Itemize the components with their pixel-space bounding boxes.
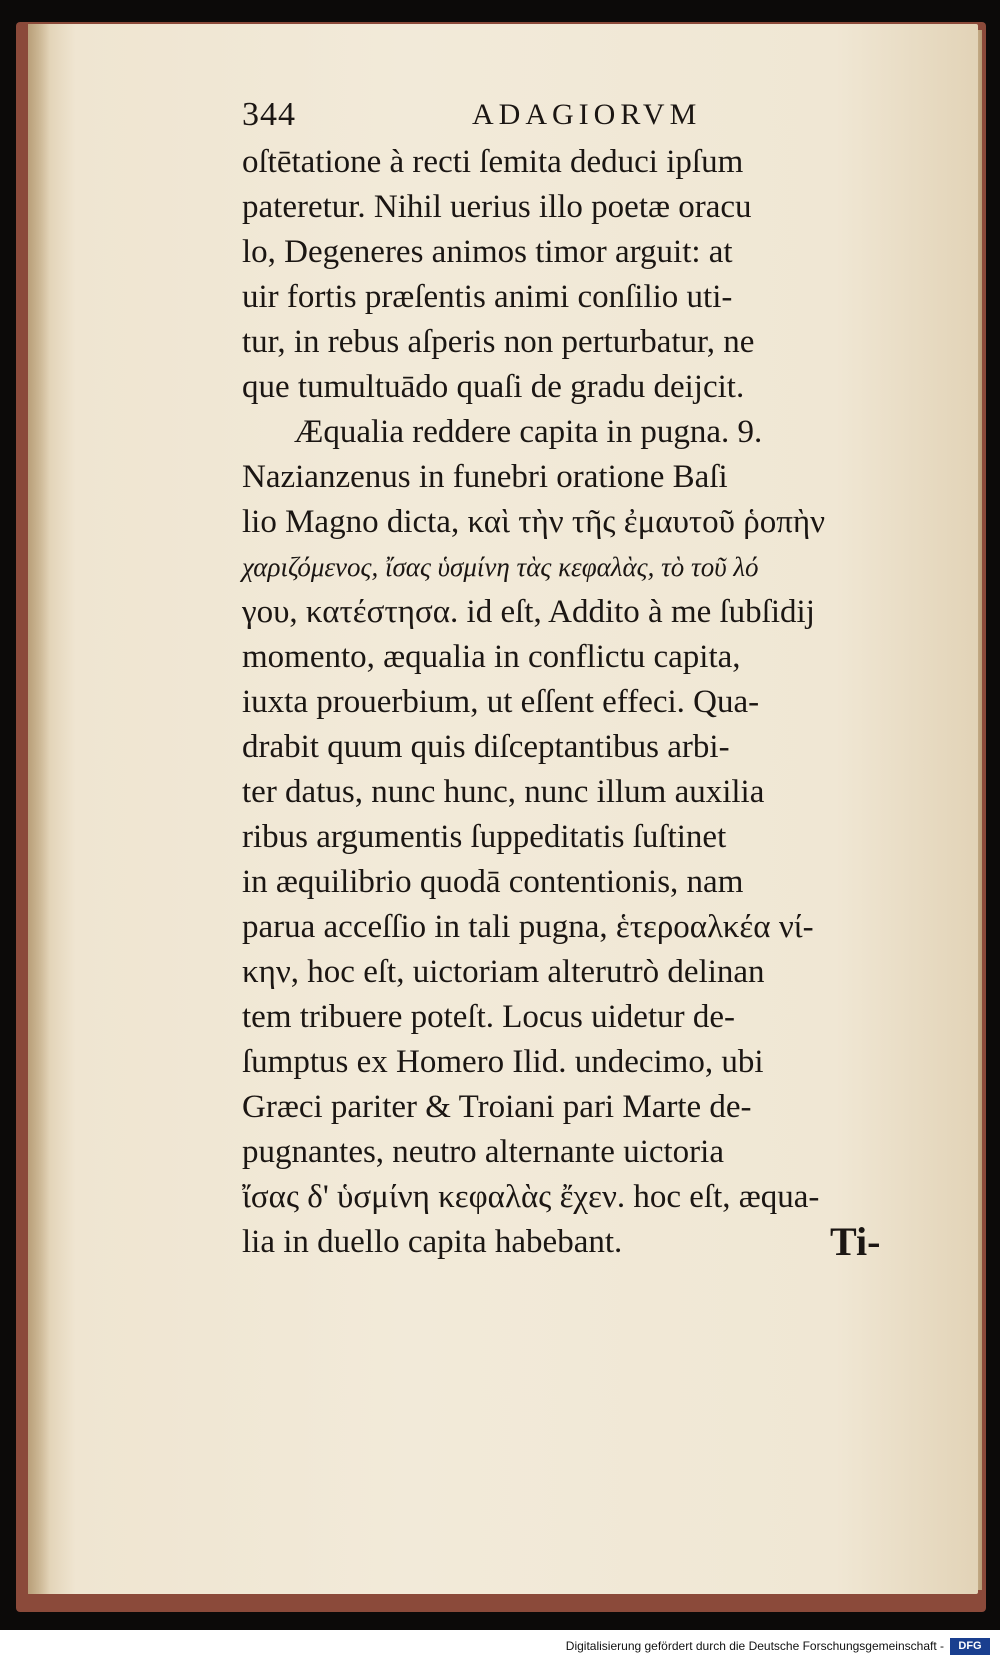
text-line: iuxta prouerbium, ut eſſent effeci. Qua-	[242, 684, 760, 720]
text-line: que tumultuādo quaſi de gradu deijcit.	[242, 369, 745, 405]
text-line: Nazianzenus in funebri oratione Baſi	[242, 459, 728, 495]
funding-credit: Digitalisierung gefördert durch die Deutsche Forschungsgemeinschaft -	[565, 1639, 944, 1653]
text-line: drabit quum quis diſceptantibus arbi-	[242, 729, 730, 765]
text-line: tem tribuere poteſt. Locus uidetur de-	[242, 999, 736, 1035]
text-line: γου, κατέστησα. id eſt, Addito à me ſubſidij	[242, 594, 815, 630]
page-number: 344	[242, 96, 296, 133]
running-head	[242, 96, 802, 146]
catchword: Ti-	[830, 1219, 881, 1264]
text-line: tur, in rebus aſperis non perturbatur, ne	[242, 324, 755, 360]
text-line: lio Magno dicta, καὶ τὴν τῆς ἐμαυτοῦ ῥοπὴν	[242, 504, 826, 540]
text-line: ἴσας δ' ὑσμίνη κεφαλὰς ἔχεν. hoc eſt, æqua-	[242, 1179, 820, 1215]
text-line: ſumptus ex Homero Ilid. undecimo, ubi	[242, 1044, 764, 1080]
greek-text-line: χαριζόμενος, ἴσας ὑσμίνη τὰς κεφαλὰς, τὸ τοῦ λό	[242, 552, 759, 582]
text-line: lo, Degeneres animos timor arguit: at	[242, 234, 733, 270]
text-line: oſtētatione à recti ſemita deduci ipſum	[242, 144, 744, 180]
text-line: κην, hoc eſt, uictoriam alterutrò delinan	[242, 954, 765, 990]
page-gutter	[28, 24, 50, 1594]
text-line: ribus argumentis ſuppeditatis ſuſtinet	[242, 819, 727, 855]
text-line: momento, æqualia in conflictu capita,	[242, 639, 741, 675]
text-line: parua acceſſio in tali pugna, ἑτεροαλκέα νί-	[242, 909, 814, 945]
adage-heading: Æqualia reddere capita in pugna. 9.	[294, 414, 763, 450]
footer-bar	[0, 1630, 1000, 1664]
text-line: in æquilibrio quodā contentionis, nam	[242, 864, 744, 900]
text-line: pateretur. Nihil uerius illo poetæ oracu	[242, 189, 752, 225]
text-line: pugnantes, neutro alternante uictoria	[242, 1134, 724, 1170]
text-line: lia in duello capita habebant.	[242, 1224, 623, 1260]
body-text	[242, 140, 826, 1265]
running-title: ADAGIORVM	[472, 98, 702, 131]
dfg-logo-icon: DFG	[950, 1638, 990, 1655]
text-line: Græci pariter & Troiani pari Marte de-	[242, 1089, 752, 1125]
text-line: ter datus, nunc hunc, nunc illum auxilia	[242, 774, 765, 810]
text-line: uir fortis præſentis animi conſilio uti-	[242, 279, 733, 315]
